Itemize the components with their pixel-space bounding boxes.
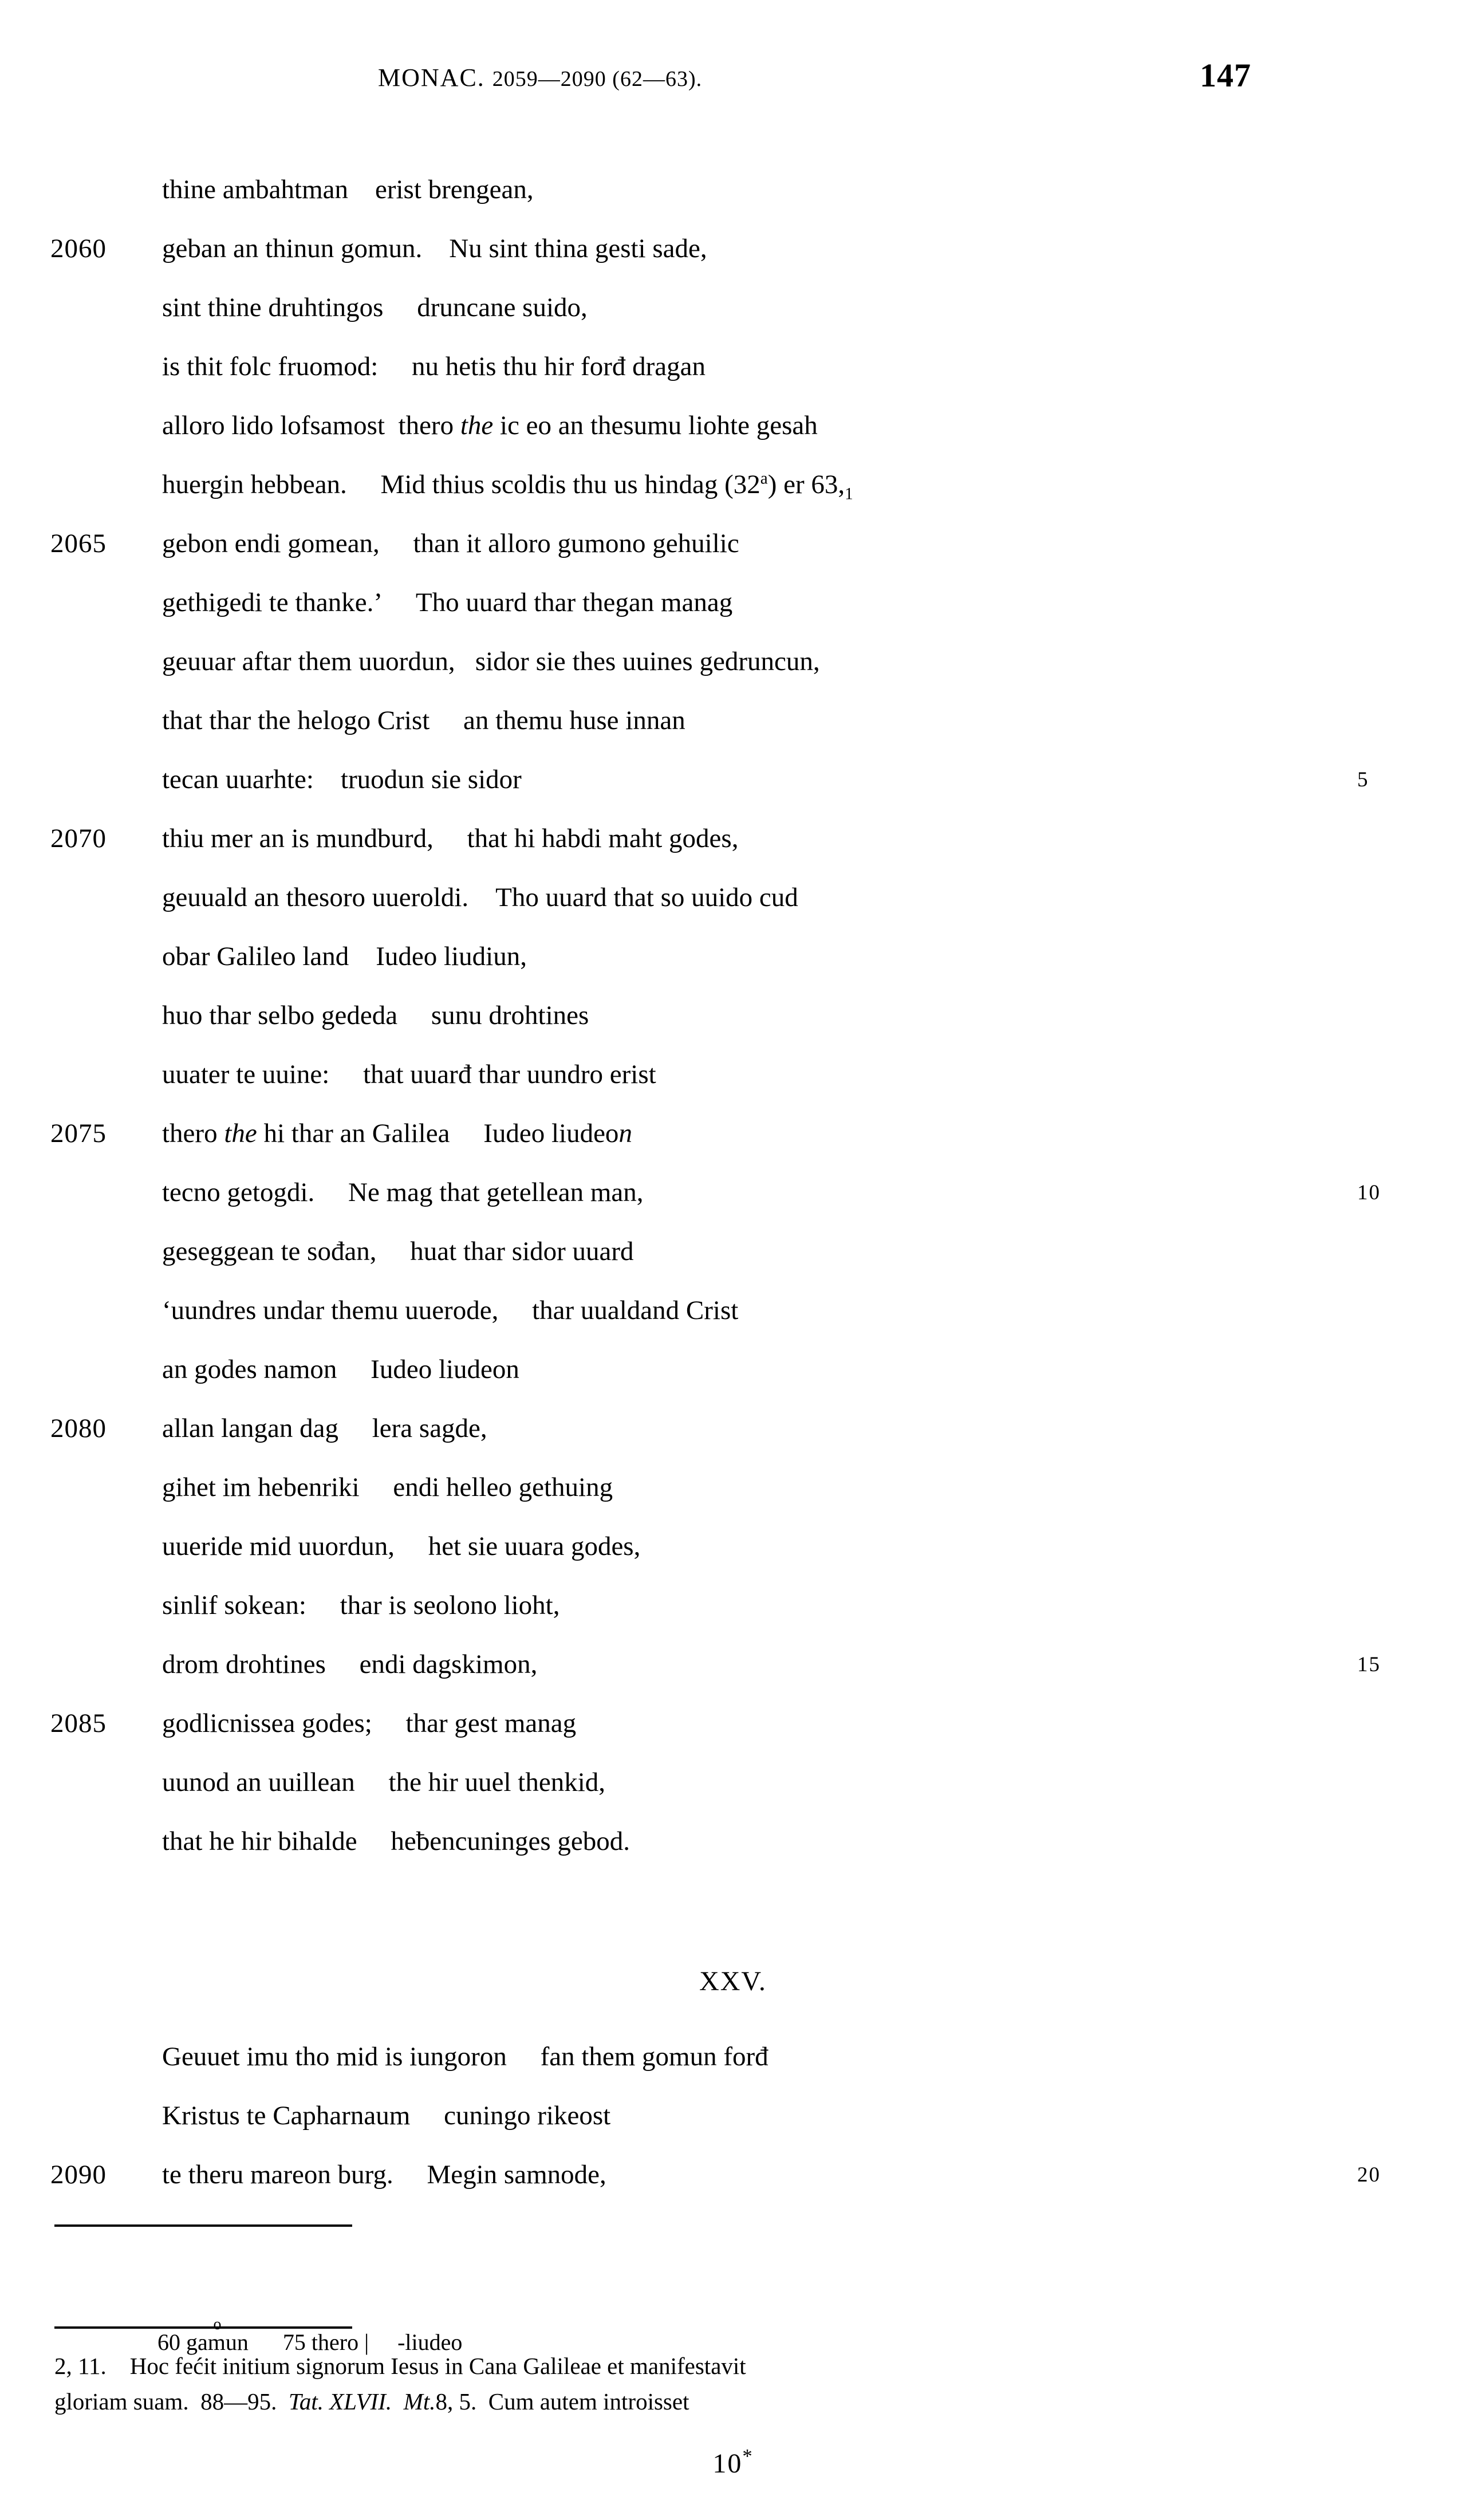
verse-line-text: uuater te uuine: that uuarđ thar uundro erist (162, 1060, 656, 1089)
verse-line-number: 2080 (50, 1413, 107, 1443)
verse-line-text: te theru mareon burg. Megin samnode, (162, 2160, 606, 2190)
verse-margin-number: 20 (1357, 2163, 1381, 2187)
footnote-line-2-a: gloriam suam. 88—95. (54, 2388, 289, 2415)
verse-line-text: uueride mid uuordun, het sie uuara godes, (162, 1531, 641, 1561)
verse-line-text: thero the hi thar an Galilea Iudeo liudeon (162, 1119, 632, 1148)
verse-line (0, 1812, 1466, 1871)
latin-footnote (54, 2348, 1429, 2419)
verse-line (0, 1045, 1466, 1104)
page-number: 147 (1200, 57, 1251, 94)
verse-line (0, 1104, 1466, 1163)
verse-line-text: tecan uuarhte: truodun sie sidor (162, 765, 522, 794)
verse-line-text: godlicnissea godes; thar gest manag (162, 1708, 577, 1738)
verse-line-text: that thar the helogo Crist an themu huse innan (162, 706, 685, 735)
verse-line-text: gethigedi te thanke.’ Tho uuard thar thegan manag (162, 588, 733, 617)
running-head-prefix: MONAC. (378, 64, 485, 92)
verse-line-number: 2070 (50, 824, 107, 853)
running-head (0, 57, 1466, 103)
running-head-range: 2059—2090 (62—63). (492, 67, 703, 91)
footnote-line-2-c: 8, 5. Cum autem introisset (435, 2388, 689, 2415)
italic-word: n (618, 1119, 632, 1148)
verse-line-number: 2090 (50, 2160, 107, 2190)
footnote-line-2 (54, 2384, 1429, 2419)
verse-line-text: Geuuet imu tho mid is iungoron fan them gomun forđ (162, 2042, 769, 2072)
verse-line (0, 1753, 1466, 1812)
apparatus-entry-2: 75 thero | (282, 2329, 369, 2355)
sheet-signature (0, 2446, 1466, 2479)
apparatus-entry-1-after: amun (198, 2329, 249, 2355)
verse-line-text: alloro lido lofsamost thero the ic eo an thesumu liohte gesah (162, 411, 818, 440)
verse-line-number: 2085 (50, 1708, 107, 1738)
apparatus-entry-1-ring: o (213, 2316, 222, 2334)
verse-line (0, 2145, 1466, 2204)
verse-line-number: 2065 (50, 529, 107, 558)
verse-line (0, 1635, 1466, 1694)
verse-line-text: geban an thinun gomun. Nu sint thina gesti sade, (162, 234, 707, 263)
verse-line-text: allan langan dag lera sagde, (162, 1413, 487, 1443)
signature-number: 10 (712, 2448, 743, 2479)
apparatus-rule-top (54, 2224, 352, 2227)
verse-line (0, 632, 1466, 691)
italic-word: the (460, 411, 494, 440)
verse-line (0, 2027, 1466, 2086)
footnote-line-2-italic: Tat. XLVII. Mt. (288, 2388, 436, 2415)
verse-line (0, 1517, 1466, 1576)
verse-line (0, 1163, 1466, 1222)
verse-line-number: 2060 (50, 234, 107, 263)
verse-line-number: 2075 (50, 1119, 107, 1148)
verse-line-text: sint thine druhtingos druncane suido, (162, 293, 588, 322)
apparatus-entry-1-number: 60 (157, 2329, 180, 2355)
verse-line (0, 750, 1466, 809)
verse-line (0, 927, 1466, 986)
verse-line-text: geuuald an thesoro uueroldi. Tho uuard that so uuido cud (162, 883, 798, 912)
verse-line (0, 986, 1466, 1045)
verse-line-text: gihet im hebenriki endi helleo gethuing (162, 1472, 613, 1502)
verse-line (0, 455, 1466, 514)
verse-block (0, 160, 1466, 1871)
italic-word: the (224, 1119, 257, 1148)
verse-line (0, 1576, 1466, 1635)
verse-line (0, 219, 1466, 278)
verse-margin-number: 10 (1357, 1181, 1381, 1204)
verse-line (0, 160, 1466, 219)
verse-line-text: that he hir bihalde heƀencuninges gebod. (162, 1826, 630, 1856)
apparatus-entry-1-before: g (186, 2329, 198, 2355)
apparatus-entry-3: -liudeo (397, 2329, 463, 2355)
verse-line (0, 691, 1466, 750)
verse-line (0, 396, 1466, 455)
verse-line (0, 573, 1466, 632)
verse-line (0, 868, 1466, 927)
verse-line-text: huergin hebbean. Mid thius scoldis thu us hindag (32$^a$) er $63,_1$ (162, 469, 853, 503)
verse-line (0, 1399, 1466, 1458)
verse-line-text: geseggean te sođan, huat thar sidor uuard (162, 1237, 634, 1266)
verse-line-text: sinlif sokean: thar is seolono lioht, (162, 1590, 560, 1620)
verse-line-text: gebon endi gomean, than it alloro gumono gehuilic (162, 529, 739, 558)
running-head-title (378, 63, 702, 92)
subscript-mark: 1 (845, 485, 853, 503)
superscript-mark: a (760, 469, 768, 488)
verse-line-text: is thit folc fruomod: nu hetis thu hir forđ dragan (162, 352, 706, 381)
verse-line-text: obar Galileo land Iudeo liudiun, (162, 942, 527, 971)
verse-line-text: tecno getogdi. Ne mag that getellean man, (162, 1178, 644, 1207)
verse-margin-number: 5 (1357, 768, 1369, 792)
chapter-heading: XXV. (699, 1966, 767, 1997)
verse-line-text: drom drohtines endi dagskimon, (162, 1649, 538, 1679)
verse-line (0, 809, 1466, 868)
verse-line-text: an godes namon Iudeo liudeon (162, 1354, 519, 1384)
verse-line-text: huo thar selbo gededa sunu drohtines (162, 1001, 589, 1030)
verse-line (0, 1340, 1466, 1399)
verse-line (0, 1458, 1466, 1517)
footnote-line-1: 2, 11. Hoc fećit initium signorum Iesus in Cana Galileae et manifestavit (54, 2353, 746, 2379)
verse-line-text: Kristus te Capharnaum cuningo rikeost (162, 2101, 611, 2131)
verse-line-text: thine ambahtman erist brengean, (162, 175, 534, 204)
verse-line (0, 337, 1466, 396)
verse-block-after-chapter (0, 2027, 1466, 2204)
verse-line-text: ‘uundres undar themu uuerode, thar uualdand Crist (162, 1296, 739, 1325)
verse-line-text: uunod an uuillean the hir uuel thenkid, (162, 1767, 606, 1797)
verse-line (0, 278, 1466, 337)
verse-line (0, 1222, 1466, 1281)
verse-line (0, 2086, 1466, 2145)
signature-star: * (742, 2446, 754, 2467)
verse-line-text: geuuar aftar them uuordun, sidor sie thes uuines gedruncun, (162, 647, 820, 676)
verse-line (0, 1694, 1466, 1753)
verse-line (0, 514, 1466, 573)
verse-margin-number: 15 (1357, 1653, 1381, 1676)
verse-line-text: thiu mer an is mundburd, that hi habdi maht godes, (162, 824, 739, 853)
verse-line (0, 1281, 1466, 1340)
